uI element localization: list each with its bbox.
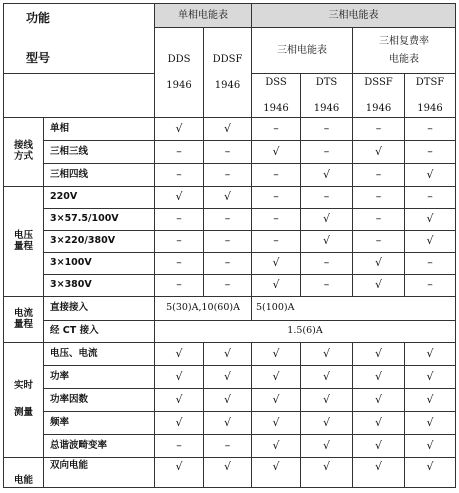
row-label: 双向电能 — [44, 458, 155, 488]
row-label: 电流 — [13, 307, 33, 319]
row-label: DTSF — [415, 77, 445, 88]
three-sub-header-a: 三相电能表 — [252, 28, 353, 74]
row-label: 三相四线 — [44, 164, 155, 187]
header-blank-cell — [4, 74, 155, 118]
table-cell: √ — [155, 343, 204, 366]
section-wiring — [4, 118, 44, 187]
table-cell: √ — [353, 389, 405, 412]
table-cell: √ — [155, 458, 204, 488]
table-cell: – — [155, 231, 204, 253]
section-energy — [4, 458, 44, 488]
model-dds — [155, 28, 204, 118]
row-label: 功率 — [44, 366, 155, 389]
row-label: DSSF — [364, 77, 393, 88]
table-cell: √ — [353, 366, 405, 389]
table-cell: – — [204, 231, 252, 253]
table-cell: √ — [204, 389, 252, 412]
func-label: 功能 — [26, 10, 51, 25]
table-cell: √ — [405, 209, 456, 231]
table-cell: √ — [405, 389, 456, 412]
table-row — [4, 412, 456, 435]
model-ddsf — [204, 28, 252, 118]
row-label: 电压、电流 — [44, 343, 155, 366]
table-row — [4, 297, 456, 321]
table-cell: – — [155, 275, 204, 297]
table-cell: √ — [301, 164, 353, 187]
row-label: 频率 — [44, 412, 155, 435]
model-dssf — [353, 74, 405, 118]
row-label: DTS — [315, 77, 338, 88]
table-cell: – — [405, 275, 456, 297]
table-row — [4, 118, 456, 141]
table-cell: √ — [155, 412, 204, 435]
section-voltage — [4, 187, 44, 297]
table-row — [4, 366, 456, 389]
table-cell: √ — [252, 389, 301, 412]
table-cell: √ — [204, 187, 252, 209]
row-label: DSS — [265, 77, 287, 88]
row-label: 测量 — [13, 407, 33, 418]
table-cell: √ — [204, 458, 252, 488]
row-label: DDSF — [212, 54, 243, 65]
table-cell: – — [155, 209, 204, 231]
row-label: 接线 — [13, 140, 33, 152]
table-cell: √ — [353, 435, 405, 458]
table-cell: √ — [405, 458, 456, 488]
table-cell: √ — [405, 366, 456, 389]
table-cell: √ — [301, 435, 353, 458]
single-phase-group-header: 单相电能表 — [155, 4, 252, 28]
single-current-range: 5(30)A,10(60)A — [155, 297, 252, 321]
section-current — [4, 297, 44, 343]
table-row — [4, 141, 456, 164]
row-label: 3×100V — [44, 253, 155, 275]
table-cell: √ — [301, 412, 353, 435]
table-cell: √ — [301, 231, 353, 253]
three-phase-group-header: 三相电能表 — [252, 4, 456, 28]
table-cell: √ — [252, 458, 301, 488]
table-cell: √ — [353, 458, 405, 488]
row-label: 三相三线 — [44, 141, 155, 164]
row-label: 经 CT 接入 — [44, 321, 155, 343]
table-cell: √ — [405, 435, 456, 458]
table-cell: – — [301, 275, 353, 297]
table-cell: √ — [405, 343, 456, 366]
table-cell: – — [204, 209, 252, 231]
model-label: 型号 — [26, 50, 51, 65]
table-cell: – — [301, 141, 353, 164]
row-label: 总谐波畸变率 — [44, 435, 155, 458]
table-cell: √ — [301, 458, 353, 488]
table-cell: √ — [155, 118, 204, 141]
section-realtime — [4, 343, 44, 458]
table-cell: √ — [353, 275, 405, 297]
row-label: 功率因数 — [44, 389, 155, 412]
table-cell: – — [405, 187, 456, 209]
table-cell: – — [204, 141, 252, 164]
table-row — [4, 343, 456, 366]
row-label: 3×57.5/100V — [44, 209, 155, 231]
table-cell: – — [252, 231, 301, 253]
table-cell: √ — [301, 389, 353, 412]
row-label: 电能表 — [389, 53, 420, 65]
table-cell: – — [204, 164, 252, 187]
table-cell: – — [155, 164, 204, 187]
table-cell: √ — [405, 231, 456, 253]
table-cell: – — [353, 164, 405, 187]
header-func-model-cell — [4, 4, 155, 74]
row-label: 电压 — [13, 229, 33, 241]
table-cell: √ — [252, 141, 301, 164]
table-cell: – — [301, 253, 353, 275]
table-row — [4, 275, 456, 297]
table-row — [4, 187, 456, 209]
table-cell: – — [155, 435, 204, 458]
table-cell: √ — [155, 389, 204, 412]
table-cell: – — [204, 275, 252, 297]
table-cell: √ — [252, 435, 301, 458]
table-cell: √ — [155, 366, 204, 389]
table-cell: – — [252, 187, 301, 209]
table-cell: √ — [204, 118, 252, 141]
row-label: 三相复费率 — [379, 36, 430, 47]
row-label: 单相 — [44, 118, 155, 141]
table-cell: √ — [252, 253, 301, 275]
table-cell: – — [301, 187, 353, 209]
table-cell: √ — [252, 343, 301, 366]
table-row — [4, 321, 456, 343]
table-cell: – — [353, 209, 405, 231]
spec-table — [3, 3, 456, 488]
table-cell: √ — [252, 412, 301, 435]
table-cell: √ — [301, 343, 353, 366]
row-label: 220V — [44, 187, 155, 209]
table-cell: – — [252, 164, 301, 187]
table-cell: √ — [204, 366, 252, 389]
three-sub-header-b — [353, 28, 456, 74]
row-label: 电能 — [13, 475, 33, 487]
table-cell: – — [252, 209, 301, 231]
row-label: 3×380V — [44, 275, 155, 297]
table-cell: √ — [353, 141, 405, 164]
ct-current-range: 1.5(6)A — [155, 321, 456, 343]
row-label: 1946 — [417, 102, 443, 114]
row-label: DDS — [167, 54, 191, 65]
table-row — [4, 435, 456, 458]
table-cell: – — [405, 118, 456, 141]
table-cell: – — [252, 118, 301, 141]
table-cell: – — [405, 141, 456, 164]
row-label: 实时 — [13, 380, 33, 392]
row-label: 量程 — [13, 240, 33, 252]
table-cell: √ — [252, 275, 301, 297]
row-label: 直接接入 — [44, 297, 155, 321]
table-cell: – — [301, 118, 353, 141]
table-row — [4, 458, 456, 488]
row-label: 1946 — [166, 79, 192, 91]
row-label: 3×220/380V — [44, 231, 155, 253]
three-current-range: 5(100)A — [252, 297, 456, 321]
table-cell: – — [155, 141, 204, 164]
table-cell: – — [353, 187, 405, 209]
table-cell: √ — [252, 366, 301, 389]
row-label: 1946 — [313, 102, 340, 114]
table-cell: – — [204, 253, 252, 275]
row-label: 1946 — [214, 79, 241, 91]
table-cell: √ — [405, 164, 456, 187]
table-row — [4, 253, 456, 275]
table-row — [4, 164, 456, 187]
table-row — [4, 389, 456, 412]
table-cell: √ — [155, 187, 204, 209]
table-cell: – — [353, 118, 405, 141]
table-cell: √ — [353, 253, 405, 275]
row-label: 1946 — [263, 102, 289, 114]
table-cell: √ — [353, 412, 405, 435]
model-dtsf — [405, 74, 456, 118]
table-cell: – — [405, 253, 456, 275]
table-cell: √ — [204, 412, 252, 435]
table-cell: – — [204, 435, 252, 458]
table-row — [4, 209, 456, 231]
row-label: 量程 — [13, 318, 33, 330]
table-cell: √ — [204, 343, 252, 366]
table-cell: √ — [405, 412, 456, 435]
row-label: 方式 — [13, 151, 33, 162]
table-row — [4, 231, 456, 253]
model-dss — [252, 74, 301, 118]
table-cell: – — [353, 231, 405, 253]
table-cell: √ — [353, 343, 405, 366]
table-cell: – — [155, 253, 204, 275]
table-cell: √ — [301, 366, 353, 389]
table-cell: √ — [301, 209, 353, 231]
model-dts — [301, 74, 353, 118]
row-label: 1946 — [365, 102, 392, 114]
